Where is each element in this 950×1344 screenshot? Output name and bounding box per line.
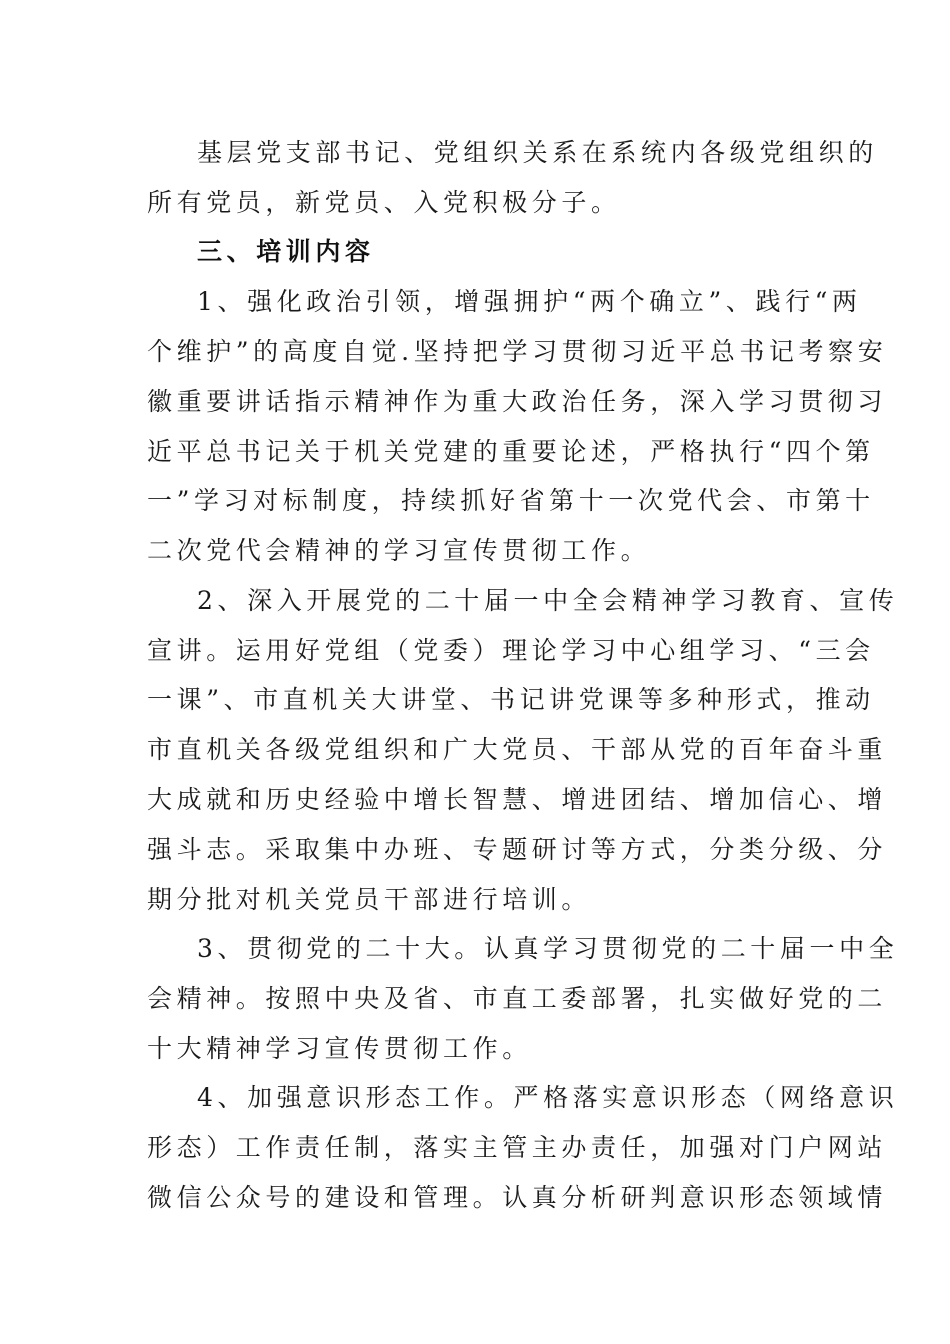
item1-line-1: 1、强化政治引领，增强拥护“两个确立”、践行“两 [197,287,862,316]
item3-line-1: 3、贯彻党的二十大。认真学习贯彻党的二十届一中全 [197,934,899,963]
item1-line-6: 二次党代会精神的学习宣传贯彻工作。 [147,536,651,565]
item1-line-3: 徽重要讲话指示精神作为重大政治任务，深入学习贯彻习 [147,387,888,416]
item1-line-2: 个维护”的高度自觉.坚持把学习贯彻习近平总书记考察安 [147,337,888,366]
item1-line-5: 一”学习对标制度，持续抓好省第十一次党代会、市第十 [147,486,875,515]
item2-line-4: 市直机关各级党组织和广大党员、干部从党的百年奋斗重 [147,735,888,764]
item2-line-6: 强斗志。采取集中办班、专题研讨等方式，分类分级、分 [147,835,888,864]
item4-line-2: 形态）工作责任制，落实主管主办责任，加强对门户网站 [147,1133,888,1162]
item2-line-5: 大成就和历史经验中增长智慧、增进团结、增加信心、增 [147,785,888,814]
item4-line-3: 微信公众号的建设和管理。认真分析研判意识形态领域情 [147,1183,888,1212]
item2-line-3: 一课”、市直机关大讲堂、书记讲党课等多种形式，推动 [147,685,875,714]
item3-line-2: 会精神。按照中央及省、市直工委部署，扎实做好党的二 [147,984,888,1013]
section-heading-training-content: 三、培训内容 [197,237,375,266]
intro-line-1: 基层党支部书记、党组织关系在系统内各级党组织的 [197,138,878,167]
item2-line-7: 期分批对机关党员干部进行培训。 [147,885,592,914]
intro-line-2: 所有党员，新党员、入党积极分子。 [147,188,621,217]
item2-line-1: 2、深入开展党的二十届一中全会精神学习教育、宣传 [197,586,899,615]
item1-line-4: 近平总书记关于机关党建的重要论述，严格执行“四个第 [147,437,875,466]
item3-line-3: 十大精神学习宣传贯彻工作。 [147,1034,532,1063]
item4-line-1: 4、加强意识形态工作。严格落实意识形态（网络意识 [197,1083,899,1112]
item2-line-2: 宣讲。运用好党组（党委）理论学习中心组学习、“三会 [147,636,875,665]
